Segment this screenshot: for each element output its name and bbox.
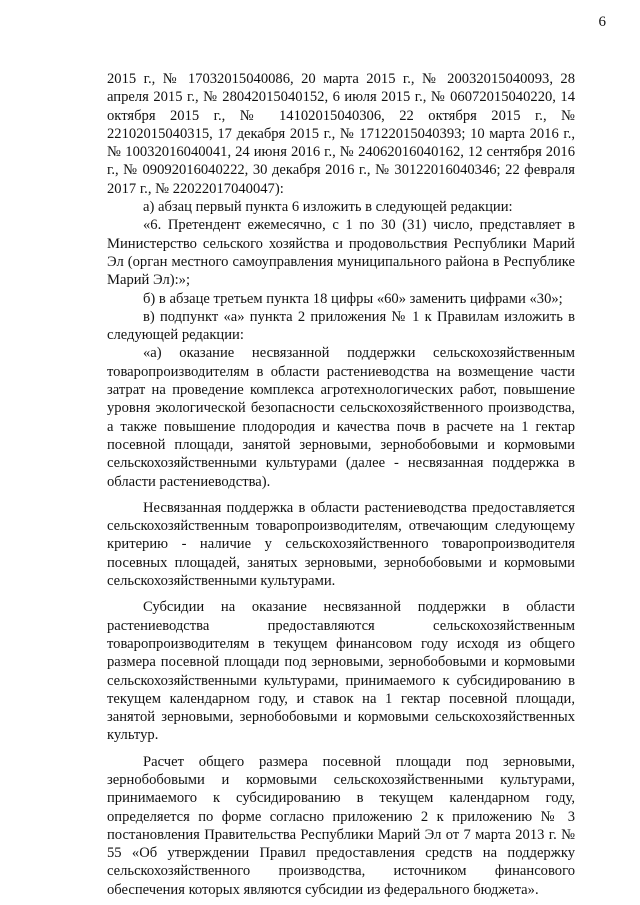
paragraph-support-criteria: Несвязанная поддержка в области растениеводства предоставляется сельскохозяйственным товаропроизводителям, отвечающим следующему критерию - наличие у сельскохозяйственного товаропроизводителя посевных площадей, занятых зерновыми, зернобобовыми и кормовыми сельскохозяйственными культурами. xyxy=(107,499,575,590)
paragraph-quote-point-6: «6. Претендент ежемесячно, с 1 по 30 (31) число, представляет в Министерство сельского хозяйства и продовольствия Республики Марий Эл (орган местного самоуправления муниципального района в Республике Марий Эл):»; xyxy=(107,217,575,289)
paragraph-quote-subpoint-a: «а) оказание несвязанной поддержки сельскохозяйственным товаропроизводителям в области растениеводства на возмещение части затрат на проведение комплекса агротехнологических работ, повышение уровня экологической безопасности сельскохозяйственного производства, а также повышение плодородия и качества почв в расчете на 1 гектар посевной площади, занятой зерновыми, зернобобовыми и кормовыми сельскохозяйственными культурами (далее - несвязанная поддержка в области растениеводства). xyxy=(107,345,575,490)
paragraph-amendment-b: б) в абзаце третьем пункта 18 цифры «60» заменить цифрами «30»; xyxy=(143,290,563,307)
page-number: 6 xyxy=(598,14,606,30)
paragraph-amendment-c: в) подпункт «а» пункта 2 приложения № 1 к Правилам изложить в следующей редакции: xyxy=(107,308,575,344)
paragraph-amendment-a: а) абзац первый пункта 6 изложить в следующей редакции: xyxy=(143,199,513,216)
document-body xyxy=(107,70,575,899)
paragraph-subsidies: Субсидии на оказание несвязанной поддержки в области растениеводства предоставляются сельскохозяйственным товаропроизводителям в текущем финансовом году исходя из общего размера посевной площади под зерновыми, зернобобовыми и кормовыми сельскохозяйственными культурами, принимаемого к субсидированию в текущем календарном году, и ставок на 1 гектар посевной площади, занятой зерновыми, зернобобовыми и кормовыми сельскохозяйственных культур. xyxy=(107,599,575,744)
paragraph-area-calculation: Расчет общего размера посевной площади под зерновыми, зернобобовыми и кормовыми сельскохозяйственными культурами, принимаемого к субсидированию в текущем календарном году, определяется по форме согласно приложению 2 к приложению № 3 постановления Правительства Республики Марий Эл от 7 марта 2013 г. № 55 «Об утверждении Правил предоставления средств на поддержку сельскохозяйственного производства, источником финансового обеспечения которых являются субсидии из федерального бюджета». xyxy=(107,753,575,898)
paragraph-registration-list: 2015 г., № 17032015040086, 20 марта 2015 г., № 20032015040093, 28 апреля 2015 г., № 28042015040152, 6 июля 2015 г., № 06072015040220, 14 октября 2015 г., № 14102015040306, 22 октября 2015 г., № 22102015040315, 17 декабря 2015 г., № 17122015040393; 10 марта 2016 г., № 10032016040041, 24 июня 2016 г., № 24062016040162, 12 сентября 2016 г., № 09092016040222, 30 декабря 2016 г., № 30122016040346; 22 февраля 2017 г., № 22022017040047): xyxy=(107,71,575,197)
